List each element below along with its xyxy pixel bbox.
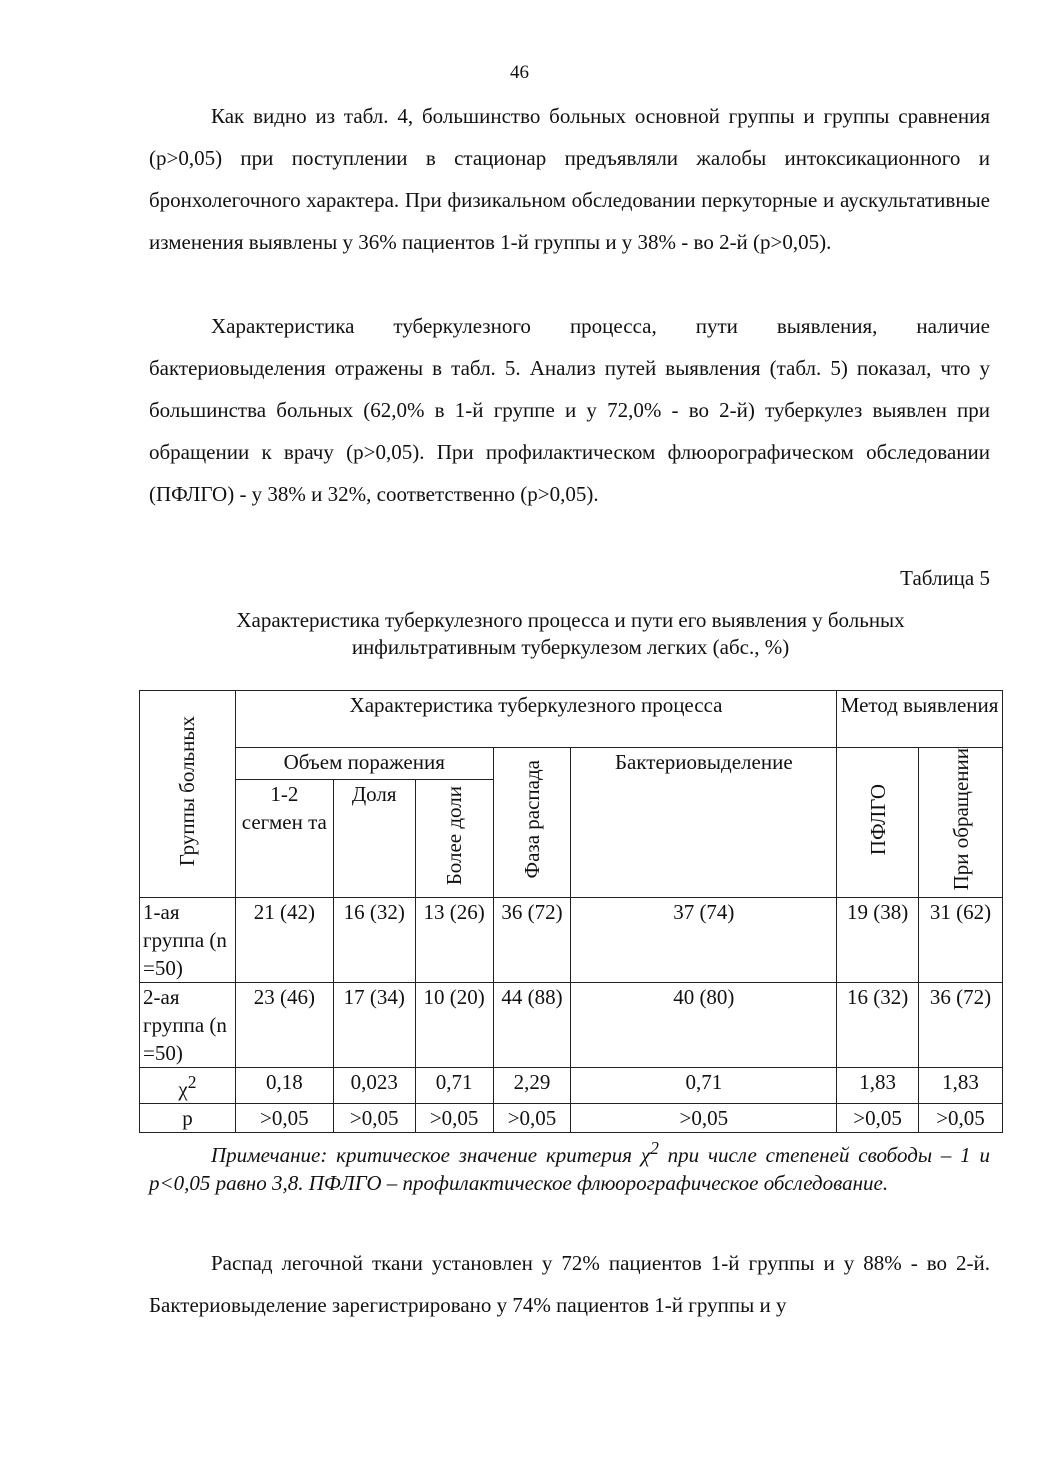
cell: 17 (34) xyxy=(333,983,415,1068)
cell: 37 (74) xyxy=(571,898,837,983)
header-decay: Фаза распада xyxy=(493,748,571,898)
cell: 0,18 xyxy=(235,1068,333,1104)
cell: 0,023 xyxy=(333,1068,415,1104)
cell: >0,05 xyxy=(837,1104,919,1133)
header-method: Метод выявления xyxy=(837,691,1003,748)
header-segments: 1-2 сегмен та xyxy=(235,779,333,897)
header-visit: При обращении xyxy=(919,748,1003,898)
row-label: 2-ая группа (n =50) xyxy=(140,983,236,1068)
cell: 31 (62) xyxy=(919,898,1003,983)
table-label: Таблица 5 xyxy=(900,566,990,590)
cell: >0,05 xyxy=(235,1104,333,1133)
cell: 0,71 xyxy=(571,1068,837,1104)
cell: 2,29 xyxy=(493,1068,571,1104)
closing-paragraph: Распад легочной ткани установлен у 72% пациентов 1-й группы и у 88% - во 2-й. Бактериовыделение зарегистрировано у 74% пациентов 1-й группы и у xyxy=(149,1251,990,1317)
table-title xyxy=(139,607,1002,661)
row-label: 1-ая группа (n =50) xyxy=(140,898,236,983)
cell: >0,05 xyxy=(493,1104,571,1133)
cell: >0,05 xyxy=(919,1104,1003,1133)
cell: 40 (80) xyxy=(571,983,837,1068)
header-bacterio: Бактериовыделение xyxy=(571,748,837,898)
cell: >0,05 xyxy=(333,1104,415,1133)
header-pflgo: ПФЛГО xyxy=(837,748,919,898)
cell: 36 (72) xyxy=(919,983,1003,1068)
cell: 16 (32) xyxy=(333,898,415,983)
row-label-chi: $\chi^2$ xyxy=(140,1068,236,1104)
header-more-lobe: Более доли xyxy=(415,779,493,897)
cell: 1,83 xyxy=(837,1068,919,1104)
header-groups: Группы больных xyxy=(140,691,236,898)
cell: 0,71 xyxy=(415,1068,493,1104)
table-row-chi xyxy=(140,1068,1003,1104)
cell: 44 (88) xyxy=(493,983,571,1068)
table-row xyxy=(140,983,1003,1068)
table-row xyxy=(140,898,1003,983)
cell: 16 (32) xyxy=(837,983,919,1068)
cell: 10 (20) xyxy=(415,983,493,1068)
header-volume: Объем поражения xyxy=(235,748,493,780)
row-label-p: р xyxy=(140,1104,236,1133)
page-number: 46 xyxy=(510,62,529,83)
cell: >0,05 xyxy=(415,1104,493,1133)
cell: 1,83 xyxy=(919,1068,1003,1104)
cell: 36 (72) xyxy=(493,898,571,983)
table-title-line-1: Характеристика туберкулезного процесса и пути его выявления у больных xyxy=(236,608,905,632)
table-note: Примечание: критическое значение критерия $\chi^2$ при числе степеней свободы – 1 и p<0,05 равно 3,8. ПФЛГО – профилактическое флюорографическое обследование. xyxy=(149,1138,990,1195)
table-title-line-2: инфильтративным туберкулезом легких (абс., %) xyxy=(351,635,790,659)
table-row-p xyxy=(140,1104,1003,1133)
paragraph-2: Характеристика туберкулезного процесса, пути выявления, наличие бактериовыделения отражены в табл. 5. Анализ путей выявления (табл. 5) показал, что у большинства больных (62,0% в 1-й группе и у 72,0% - во 2-й) туберкулез выявлен при обращении к врачу (р>0,05). При профилактическом флюорографическом обследовании (ПФЛГО) - у 38% и 32%, соответственно (р>0,05). xyxy=(149,314,990,506)
cell: 21 (42) xyxy=(235,898,333,983)
header-process: Характеристика туберкулезного процесса xyxy=(235,691,836,748)
cell: >0,05 xyxy=(571,1104,837,1133)
results-table xyxy=(139,690,1003,1133)
cell: 23 (46) xyxy=(235,983,333,1068)
cell: 19 (38) xyxy=(837,898,919,983)
cell: 13 (26) xyxy=(415,898,493,983)
paragraph-1: Как видно из табл. 4, большинство больных основной группы и группы сравнения (р>0,05) при поступлении в стационар предъявляли жалобы интоксикационного и бронхолегочного характера. При физикальном обследовании перкуторные и аускультативные изменения выявлены у 36% пациентов 1-й группы и у 38% - во 2-й (р>0,05). xyxy=(149,104,990,254)
header-lobe: Доля xyxy=(333,779,415,897)
